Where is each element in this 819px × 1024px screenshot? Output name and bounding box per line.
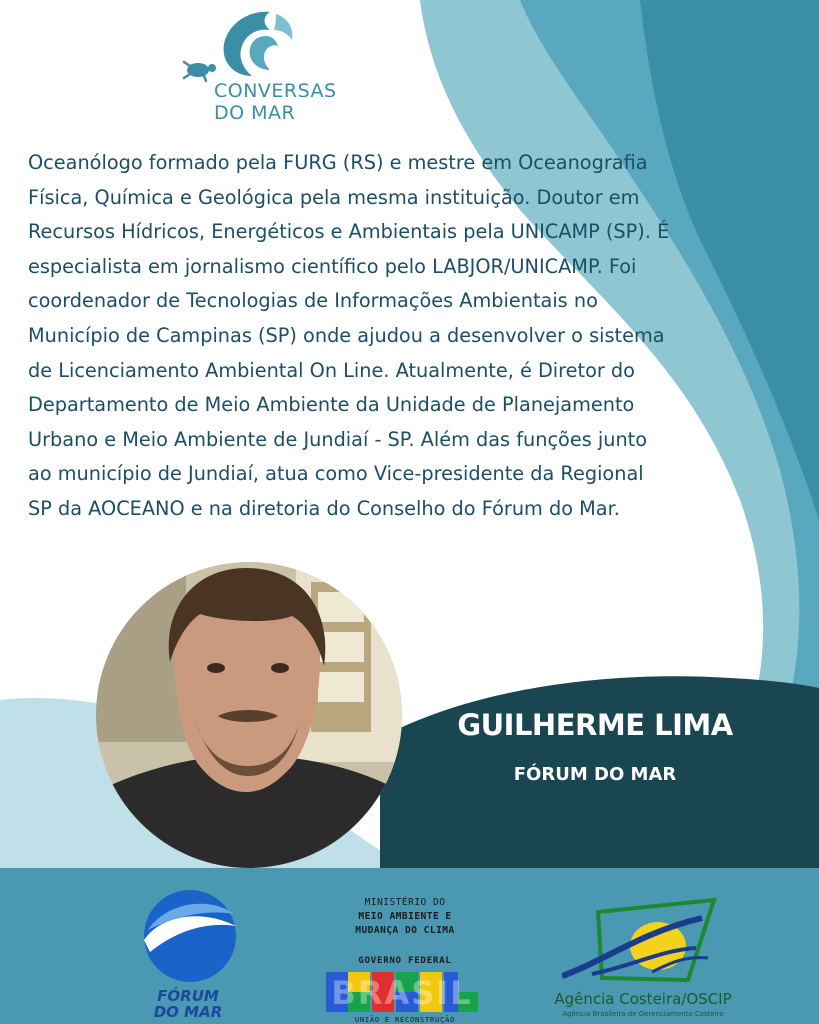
agencia-costeira-label: Agência Costeira/OSCIP <box>554 990 732 1008</box>
bio-line: de Licenciamento Ambiental On Line. Atualmente, é Diretor do <box>28 358 635 382</box>
bio-text <box>28 146 768 527</box>
forum-do-mar-label <box>140 988 236 1020</box>
bio-line: Oceanólogo formado pela FURG (RS) e mestre em Oceanografia <box>28 151 648 174</box>
bio-line: Urbano e Meio Ambiente de Jundiaí - SP. Além das funções junto <box>28 427 648 451</box>
agencia-costeira-subtitle: Agência Brasileira de Gerenciamento Costeiro <box>562 1010 724 1018</box>
bio-line: ao município de Jundiaí, atua como Vice-presidente da Regional <box>28 462 644 486</box>
ministry-line1: MINISTÉRIO DO <box>364 897 446 908</box>
governo-federal-label: GOVERNO FEDERAL <box>358 956 452 966</box>
forum-line1: FÓRUM <box>157 987 219 1005</box>
logo-line1: CONVERSAS <box>214 80 337 102</box>
brasil-logo <box>326 970 478 1014</box>
bio-line: Departamento de Meio Ambiente da Unidade de Planejamento <box>28 393 635 417</box>
brasil-wordmark: BRASIL <box>331 974 473 1012</box>
uniao-reconstrucao-label: UNIÃO E RECONSTRUÇÃO <box>354 1016 456 1024</box>
conversas-do-mar-logo <box>214 80 337 124</box>
agencia-costeira-logo-icon <box>562 892 722 984</box>
ministry-line3: MUDANÇA DO CLIMA <box>355 925 455 936</box>
bio-line: Município de Campinas (SP) onde ajudou a desenvolver o sistema <box>28 323 665 347</box>
bio-line: SP da AOCEANO e na diretoria do Conselho do Fórum do Mar. <box>28 496 620 520</box>
ministry-label <box>320 896 490 938</box>
ministry-line2: MEIO AMBIENTE E <box>358 911 452 922</box>
speaker-organization: FÓRUM DO MAR <box>513 764 677 785</box>
speaker-photo <box>96 562 402 868</box>
bio-line: coordenador de Tecnologias de Informações Ambientais no <box>28 289 598 313</box>
speaker-name: GUILHERME LIMA <box>457 708 733 742</box>
forum-line2: DO MAR <box>153 1003 223 1021</box>
logo-line2: DO MAR <box>214 102 296 124</box>
bio-line: especialista em jornalismo científico pelo LABJOR/UNICAMP. Foi <box>28 254 637 278</box>
bio-line: Recursos Hídricos, Energéticos e Ambientais pela UNICAMP (SP). É <box>28 220 670 244</box>
bio-line: Física, Química e Geológica pela mesma instituição. Doutor em <box>28 185 640 209</box>
